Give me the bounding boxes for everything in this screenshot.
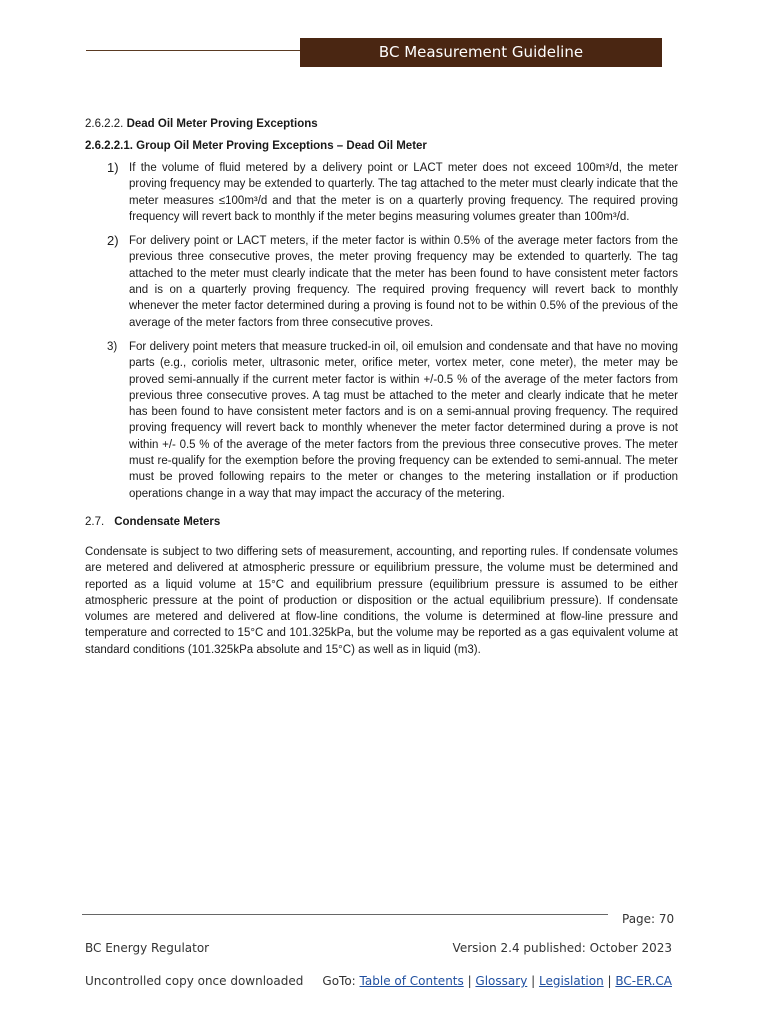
link-separator: | [463, 974, 476, 988]
legislation-link[interactable]: Legislation [538, 974, 604, 988]
bc-er-website-link[interactable]: BC-ER.CA [615, 974, 672, 988]
list-item-text: For delivery point or LACT meters, if the meter factor is within 0.5% of the average meter factors from the previous three consecutive proves, the meter proving frequency may be extended to quarterly. The tag attached to the meter must clearly indicate that the meter has been found to have consistent meter factors and is on a quarterly proving frequency. The required proving frequency will revert back to monthly whenever the meter factor determined during a proving is found not to be within 0.5% of the previous of the average of the meter factors from three consecutive proves. [129, 235, 678, 329]
version-info: Version 2.4 published: October 2023 [452, 941, 672, 955]
link-separator: | [527, 974, 539, 988]
header-banner [300, 38, 662, 67]
list-item-text: For delivery point meters that measure trucked-in oil, oil emulsion and condensate and that have no moving parts (e.g., coriolis meter, ultrasonic meter, orifice meter, vortex meter, cone meter), the meter may be proved semi-annually if the current meter factor is within +/-0.5 % of the average of the meter factors from previous three consecutive proves. A tag must be attached to the meter and clearly indicate that he meter has been found to have consistent meter factors and is on a semi-annual proving frequency. The required proving frequency will revert back to monthly whenever the meter factor determined during a prove is not within +/- 0.5 % of the average of the meter factors from the previous three consecutive proves. The meter must re-qualify for the exemption before the proving frequency can be extended to semi-annual. The meter must be proved following repairs to the meter or changes to the metering installation or if production operations change in a way that may impact the accuracy of the metering. [129, 340, 678, 500]
list-item [85, 339, 678, 502]
table-of-contents-link[interactable]: Table of Contents [359, 974, 464, 988]
header-title: BC Measurement Guideline [378, 43, 584, 61]
list-item-number: 3) [107, 340, 118, 353]
condensate-paragraph: Condensate is subject to two differing sets of measurement, accounting, and reporting rules. If condensate volumes are metered and delivered at atmospheric pressure or equilibrium pressure, the volume must be determined and reported as a liquid volume at 15°C and equilibrium pressure (equilibrium pressure is assumed to be either atmospheric pressure at the point of production or disposition or the actual equilibrium pressure). If condensate volumes are metered and delivered at flow-line conditions, the volume is determined at flow-line pressure and temperature and corrected to 15°C and 101.325kPa, but the volume may be reported as a gas equivalent volume at standard conditions (101.325kPa absolute and 15°C) as well as in liquid (m3). [85, 545, 678, 656]
glossary-link[interactable]: Glossary [475, 974, 528, 988]
uncontrolled-copy-notice: Uncontrolled copy once downloaded [85, 974, 304, 988]
list-item-number: 2) [107, 233, 119, 249]
page-number: Page: 70 [622, 912, 675, 926]
link-separator: | [603, 974, 616, 988]
heading-title: Condensate Meters [114, 515, 221, 528]
heading-2-6-2-2-1: 2.6.2.2.1. Group Oil Meter Proving Exceptions – Dead Oil Meter [85, 140, 427, 152]
heading-2-6-2-2 [85, 116, 678, 132]
header-rule [86, 50, 302, 51]
list-item-number: 1) [107, 160, 119, 175]
organization-name: BC Energy Regulator [85, 941, 210, 955]
goto-label: GoTo: [322, 974, 360, 988]
heading-2-7 [85, 514, 678, 530]
goto-nav [322, 974, 672, 988]
heading-number: 2.7. [85, 515, 105, 528]
list-item-text: If the volume of fluid metered by a delivery point or LACT meter does not exceed 100m³/d, the meter proving frequency may be extended to quarterly. The tag attached to the meter must clearly indicate that the meter measures ≤100m³/d and that the meter is on a quarterly proving frequency. The required proving frequency will revert back to monthly if the meter begins measuring volumes greater than 100m³/d. [129, 162, 678, 223]
footer-rule [82, 914, 608, 915]
document-body [85, 116, 678, 658]
heading-number: 2.6.2.2. [85, 118, 124, 130]
list-item [85, 160, 678, 225]
list-item [85, 233, 678, 331]
heading-title: Dead Oil Meter Proving Exceptions [126, 118, 318, 130]
